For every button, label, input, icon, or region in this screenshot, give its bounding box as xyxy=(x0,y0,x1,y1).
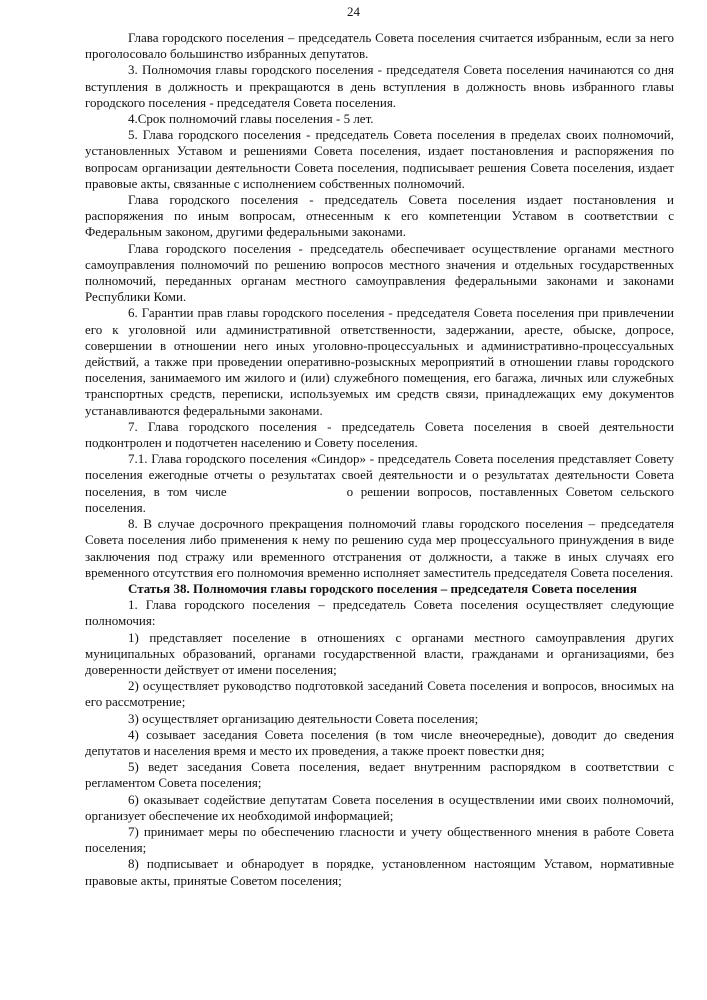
list-item: 3) осуществляет организацию деятельности Совета поселения; xyxy=(128,710,479,726)
paragraph: 3. Полномочия главы городского поселения - председателя Совета поселения начинаются со дня вступления в должность и прекращаются в день вступления в должность вновь избранного главы городского поселения - председателя Совета поселения. xyxy=(85,62,674,110)
paragraph: 8. В случае досрочного прекращения полномочий главы городского поселения – председателя Совета поселения либо применения к нему по решению суда мер процессуального принуждения в виде заключения под стражу или временного отстранения от должности, а также в иных случаях его временного отсутствия его полномочия временно исполняет заместитель председателя Совета поселения. xyxy=(85,516,674,580)
list-item: 1) представляет поселение в отношениях с органами местного самоуправления других муниципальных образований, органами государственной власти, гражданами и организациями, без доверенности действует от имени поселения; xyxy=(85,629,674,677)
list-item: 7) принимает меры по обеспечению гласности и учету общественного мнения в работе Совета поселения; xyxy=(85,823,674,856)
paragraph-7-1-part-a: 7.1. Глава городского поселения «Синдор» - председатель Совета поселения представляет Совету поселения ежегодные отчеты о результатах своей деятельности и о результатах деятельности Совета поселения, в том числе xyxy=(85,451,674,499)
paragraph-7-1 xyxy=(85,451,674,516)
paragraph: 5. Глава городского поселения - председатель Совета поселения в пределах своих полномочий, установленных Уставом и решениями Совета поселения, издает постановления и распоряжения по вопросам организации деятельности Совета поселения, подписывает решения Совета поселения, издает правовые акты, связанные с исполнением собственных полномочий. xyxy=(85,127,674,191)
list-item: 8) подписывает и обнародует в порядке, установленном настоящим Уставом, нормативные правовые акты, принятые Советом поселения; xyxy=(85,856,674,888)
list-item: 2) осуществляет руководство подготовкой заседаний Совета поселения и вопросов, вносимых на его рассмотрение; xyxy=(85,678,674,710)
paragraph-7-1-part-b: о решении вопросов, поставленных Советом сельского поселения. xyxy=(85,483,675,515)
document-body xyxy=(85,30,674,889)
article-intro: 1. Глава городского поселения – председатель Совета поселения осуществляет следующие полномочия: xyxy=(85,597,674,629)
page-number: 24 xyxy=(347,4,360,19)
paragraph: Глава городского поселения – председатель Совета поселения считается избранным, если за него проголосовало большинство избранных депутатов. xyxy=(85,30,674,62)
paragraph: 7. Глава городского поселения - председатель Совета поселения в своей деятельности подконтролен и подотчетен населению и Совету поселения. xyxy=(85,418,674,451)
article-heading: Статья 38. Полномочия главы городского поселения – председателя Совета поселения xyxy=(128,580,637,596)
list-item: 5) ведет заседания Совета поселения, ведает внутренним распорядком в соответствии с регламентом Совета поселения; xyxy=(85,759,674,791)
list-item: 4) созывает заседания Совета поселения (в том числе внеочередные), доводит до сведения депутатов и населения время и место их проведения, а также проект повестки дня; xyxy=(85,726,674,758)
paragraph: 4.Срок полномочий главы поселения - 5 лет. xyxy=(128,111,374,127)
paragraph: Глава городского поселения - председатель Совета поселения издает постановления и распоряжения по иным вопросам, отнесенным к его компетенции Уставом в соответствии с Федеральным законом, другими федеральными законами. xyxy=(85,192,674,240)
paragraph: 6. Гарантии прав главы городского поселения - председателя Совета поселения при привлечении его к уголовной или административной ответственности, задержании, аресте, обыске, допросе, совершении в отношении него иных уголовно-процессуальных и административно-процессуальных действий, а также при проведении оперативно-розыскных мероприятий в отношении главы городского поселения, занимаемого им жилого и (или) служебного помещения, его багажа, личных или служебных транспортных средств, переписки, используемых им средств связи, принадлежащих ему документов устанавливаются федеральными законами. xyxy=(85,305,674,418)
list-item: 6) оказывает содействие депутатам Совета поселения в осуществлении ими своих полномочий, организует обеспечение их необходимой информацией; xyxy=(85,791,674,823)
paragraph: Глава городского поселения - председатель обеспечивает осуществление органами местного самоуправления полномочий по решению вопросов местного значения и отдельных государственных полномочий, переданных органам местного самоуправления федеральными законами и законами Республики Коми. xyxy=(85,240,674,305)
